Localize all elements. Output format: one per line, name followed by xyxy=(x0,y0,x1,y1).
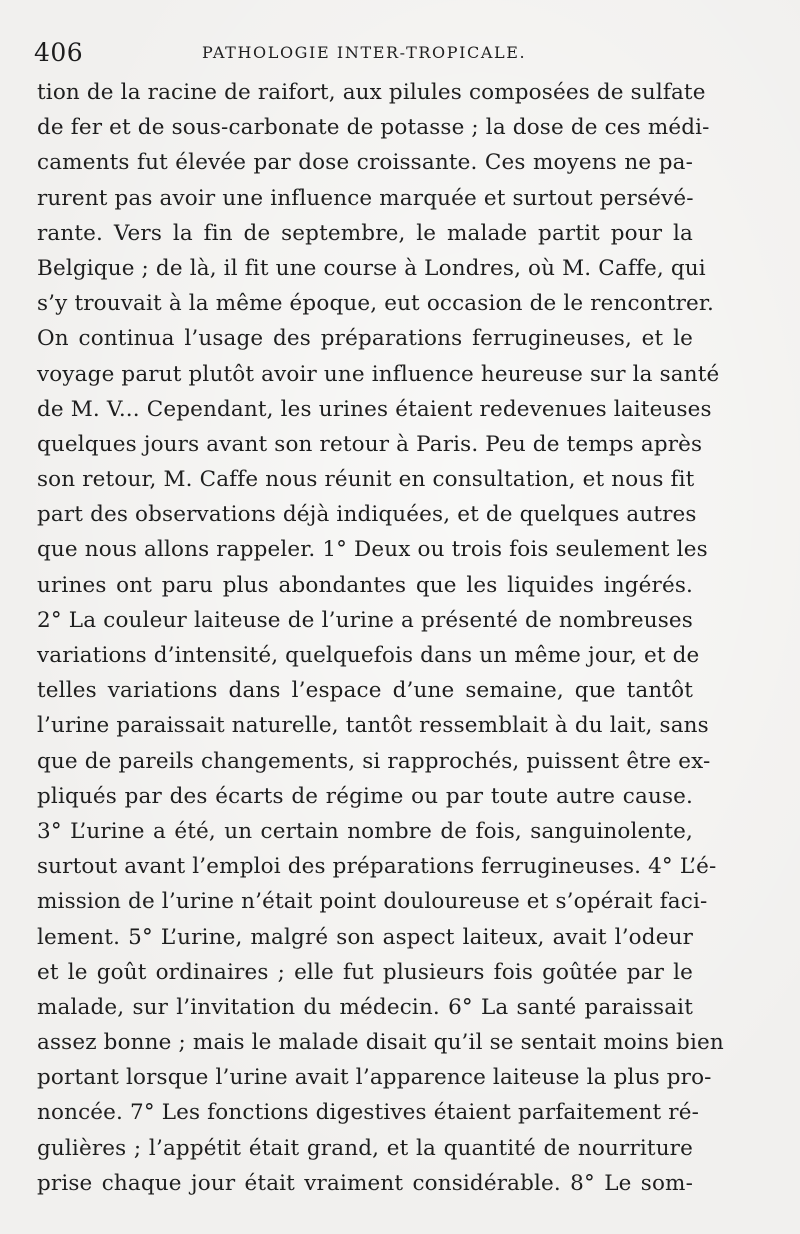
text-line: quelques jours avant son retour à Paris. Peu de temps après xyxy=(37,431,703,457)
text-line: lement. 5° L’urine, malgré son aspect laiteux, avait l’odeur xyxy=(37,924,693,950)
text-line: assez bonne ; mais le malade disait qu’il se sentait moins bien xyxy=(37,1030,724,1056)
body-text xyxy=(37,75,724,1201)
text-line: tion de la racine de raifort, aux pilules composées de sulfate xyxy=(37,80,706,105)
text-line: prise chaque jour était vraiment considérable. 8° Le som- xyxy=(37,1170,693,1196)
text-line: part des observations déjà indiquées, et de quelques autres xyxy=(37,502,697,528)
text-line: On continua l’usage des préparations ferrugineuses, et le xyxy=(37,326,693,352)
text-line: son retour, M. Caffe nous réunit en consultation, et nous fit xyxy=(37,467,695,493)
text-line: rante. Vers la fin de septembre, le malade partit pour la xyxy=(37,220,693,246)
text-line: Belgique ; de là, il fit une course à Londres, où M. Caffe, qui xyxy=(37,255,706,281)
text-line: caments fut élevée par dose croissante. Ces moyens ne pa- xyxy=(37,150,693,176)
text-line: gulières ; l’appétit était grand, et la quantité de nourriture xyxy=(37,1135,693,1161)
text-line: de M. V... Cependant, les urines étaient redevenues laiteuses xyxy=(37,396,712,422)
text-line: mission de l’urine n’était point douloureuse et s’opérait faci- xyxy=(37,889,708,915)
text-line: et le goût ordinaires ; elle fut plusieurs fois goûtée par le xyxy=(37,959,693,985)
text-line: de fer et de sous-carbonate de potasse ; la dose de ces médi- xyxy=(37,115,710,141)
text-line: variations d’intensité, quelquefois dans un même jour, et de xyxy=(37,643,700,668)
text-line: que de pareils changements, si rapprochés, puissent être ex- xyxy=(37,748,711,774)
text-line: noncée. 7° Les fonctions digestives étaient parfaitement ré- xyxy=(37,1100,699,1126)
page-number: 406 xyxy=(34,38,84,67)
text-line: pliqués par des écarts de régime ou par toute autre cause. xyxy=(37,783,693,809)
text-line: portant lorsque l’urine avait l’apparence laiteuse la plus pro- xyxy=(37,1065,712,1091)
text-line: l’urine paraissait naturelle, tantôt ressemblait à du lait, sans xyxy=(37,713,709,739)
text-line: 2° La couleur laiteuse de l’urine a présenté de nombreuses xyxy=(37,607,693,633)
text-line: 3° L’urine a été, un certain nombre de fois, sanguinolente, xyxy=(37,818,693,844)
text-line: rurent pas avoir une influence marquée et surtout persévé- xyxy=(37,185,694,211)
text-line: urines ont paru plus abondantes que les liquides ingérés. xyxy=(37,572,693,598)
text-line: telles variations dans l’espace d’une semaine, que tantôt xyxy=(37,678,693,704)
text-line: voyage parut plutôt avoir une influence heureuse sur la santé xyxy=(37,361,720,387)
text-line: malade, sur l’invitation du médecin. 6° La santé paraissait xyxy=(37,994,693,1020)
running-head xyxy=(34,38,734,68)
text-line: que nous allons rappeler. 1° Deux ou trois fois seulement les xyxy=(37,537,708,563)
running-title: PATHOLOGIE INTER-TROPICALE. xyxy=(202,43,527,62)
text-line: surtout avant l’emploi des préparations ferrugineuses. 4° L’é- xyxy=(37,854,717,880)
text-line: s’y trouvait à la même époque, eut occasion de le rencontrer. xyxy=(37,291,714,317)
